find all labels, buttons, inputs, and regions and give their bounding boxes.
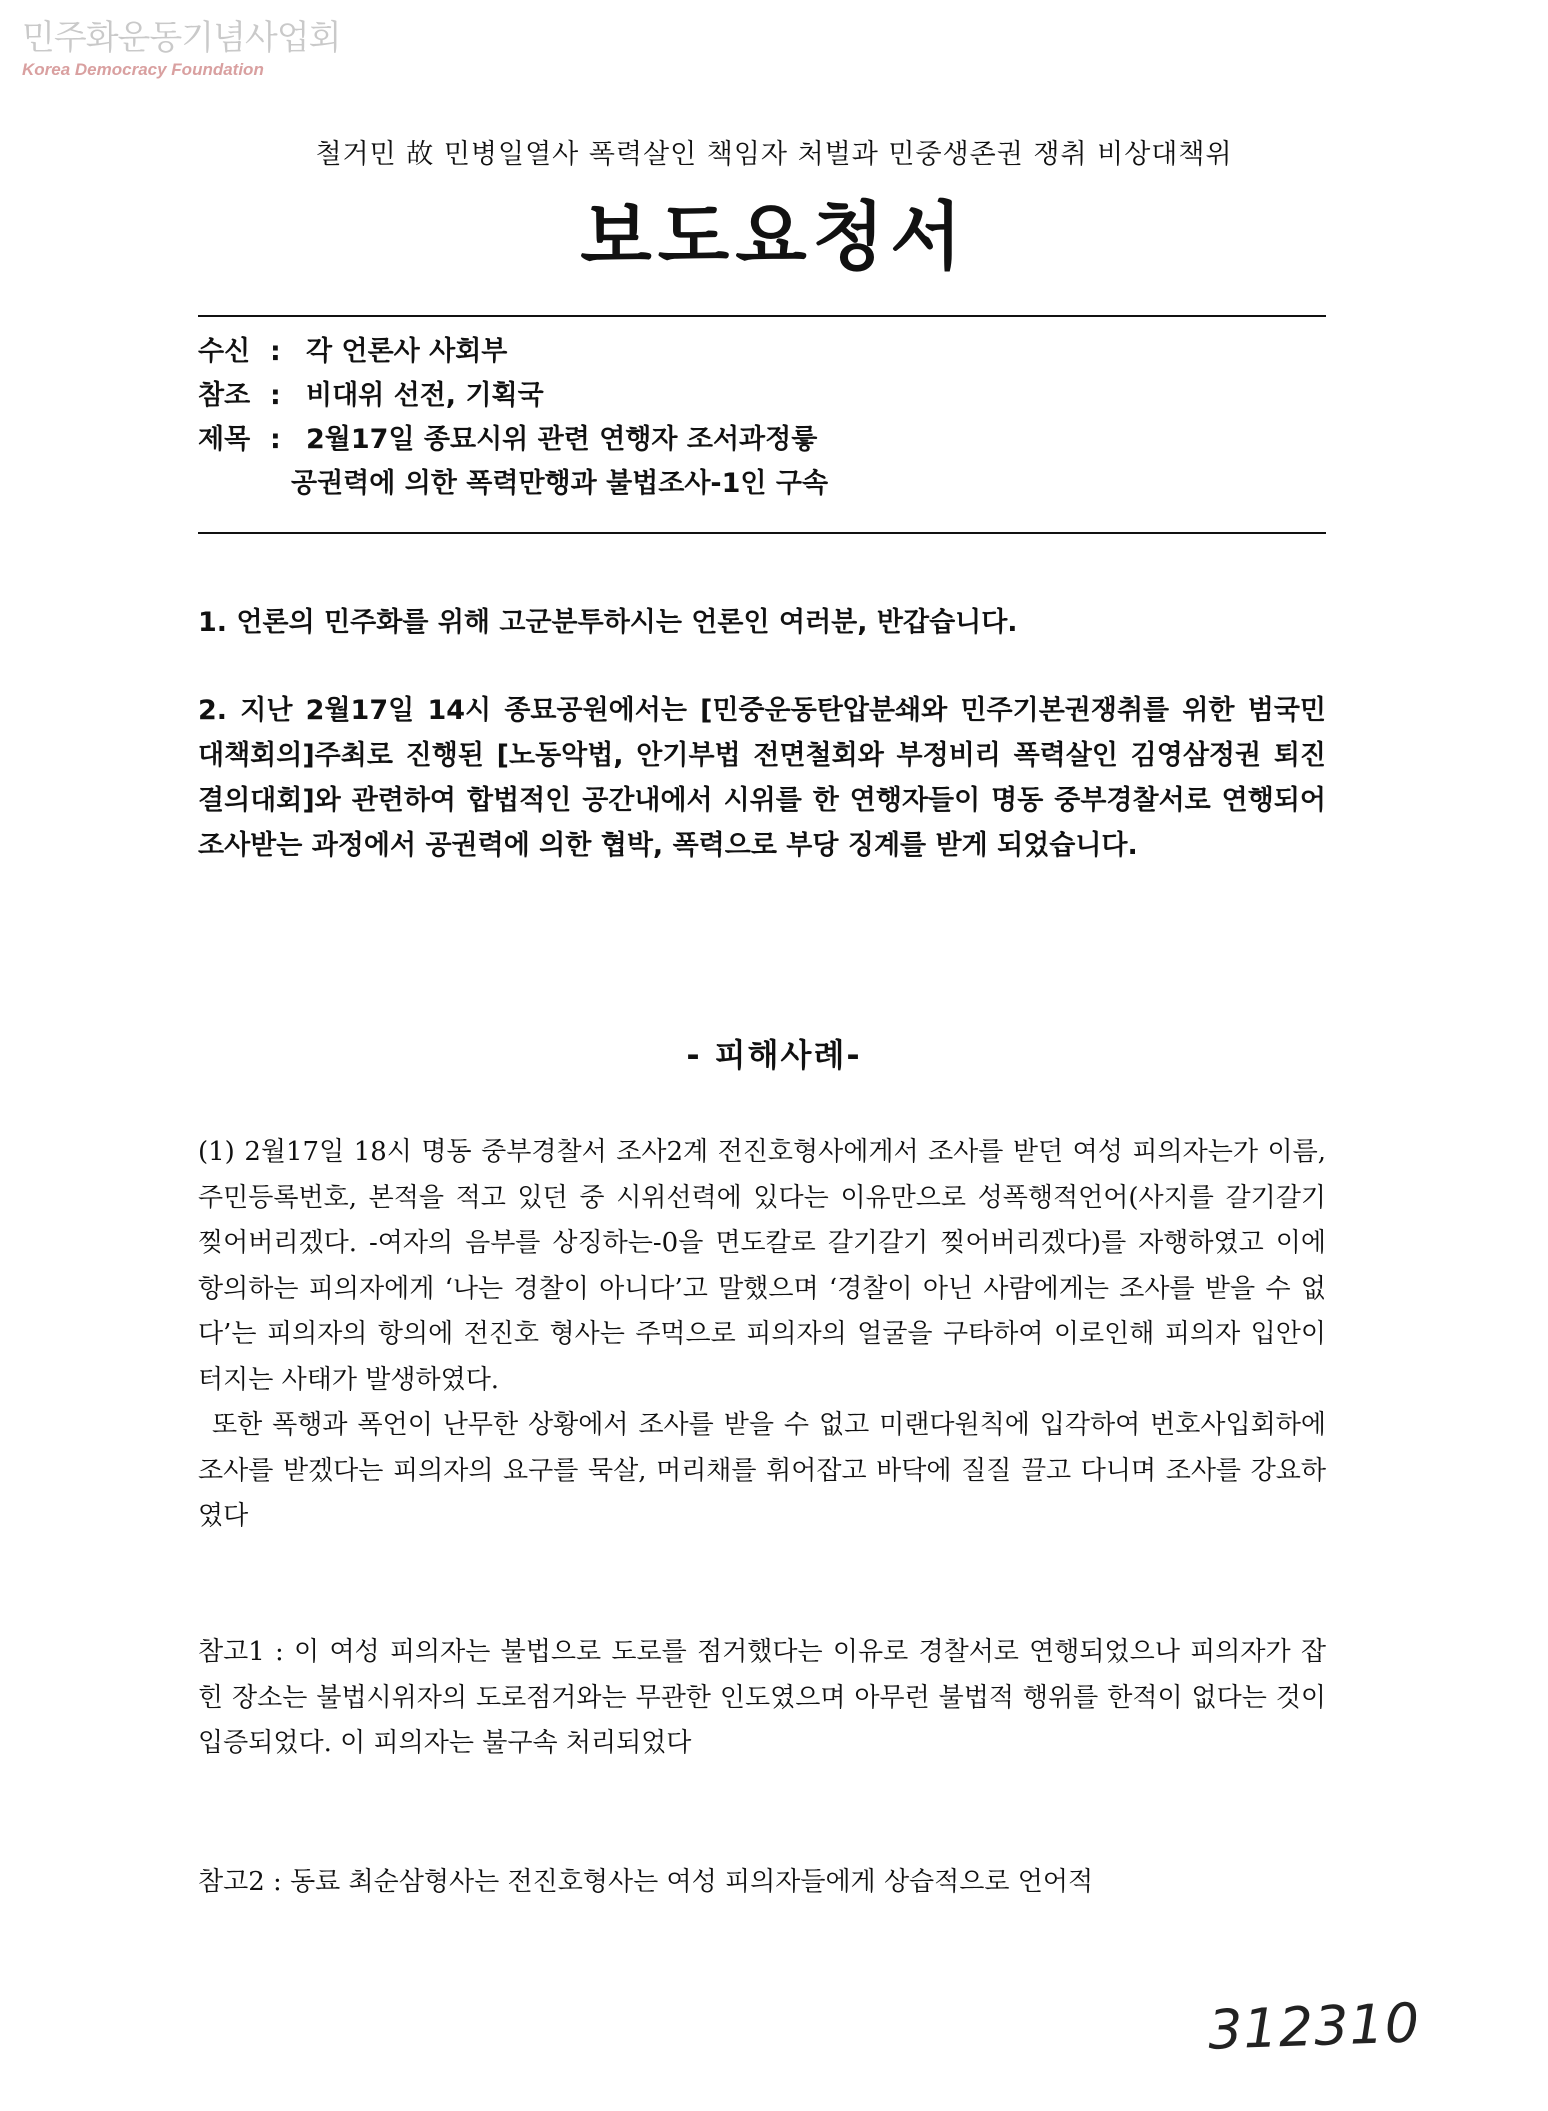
recipient-row: [198, 330, 1326, 374]
colon: :: [270, 424, 281, 455]
case-1-paragraph-1: (1) 2월17일 18시 명동 중부경찰서 조사2계 전진호형사에게서 조사를 받던 여성 피의자는가 이름, 주민등록번호, 본적을 적고 있던 중 시위선력에 있다는 이유만으로 성폭행적언어(사지를 갈기갈기 찢어버리겠다. -여자의 음부를 상징하는-0을 면도칼로 갈기갈기 찢어버리겠다)를 자행하였고 이에 항의하는 피의자에게 ‘나는 경찰이 아니다’고 말했으며 ‘경찰이 아닌 사람에게는 조사를 받을 수 없다’는 피의자의 항의에 전진호 형사는 주먹으로 피의자의 얼굴을 구타하여 이로인해 피의자 입안이 터지는 사태가 발생하였다.: [198, 1137, 1326, 1395]
paragraph-2: 2. 지난 2월17일 14시 종묘공원에서는 [민중운동탄압분쇄와 민주기본권쟁취를 위한 범국민 대책회의]주최로 진행된 [노동악법, 안기부법 전면철회와 부정비리 폭력살인 김영삼정권 퇴진 결의대회]와 관련하여 합법적인 공간내에서 시위를 한 연행자들이 명동 중부경찰서로 연행되어 조사받는 과정에서 공권력에 의한 협박, 폭력으로 부당 징계를 받게 되었습니다.: [198, 695, 1326, 861]
reference-note-1: 참고1 : 이 여성 피의자는 불법으로 도로를 점거했다는 이유로 경찰서로 연행되었으나 피의자가 잡힌 장소는 불법시위자의 도로점거와는 무관한 인도였으며 아무런 불법적 행위를 한적이 없다는 것이 입증되었다. 이 피의자는 불구속 처리되었다: [198, 1637, 1326, 1758]
reference-row: [198, 374, 1326, 418]
recipient-key: 수신: [198, 336, 251, 367]
colon: :: [270, 336, 281, 367]
watermark-english: Korea Democracy Foundation: [22, 60, 264, 79]
subject-key: 제목: [198, 424, 251, 455]
header-divider-top: [198, 315, 1326, 317]
reference-key: 참조: [198, 380, 251, 411]
section-title: - 피해사례-: [686, 1036, 862, 1074]
reference-note-2: 참고2 : 동료 최순삼형사는 전진호형사는 여성 피의자들에게 상습적으로 언어적: [198, 1867, 1094, 1897]
handwritten-number: 312310: [1206, 1991, 1422, 2062]
paragraph-1: 1. 언론의 민주화를 위해 고군분투하시는 언론인 여러분, 반갑습니다.: [198, 607, 1018, 638]
subject-row: [198, 418, 1326, 462]
colon: :: [270, 380, 281, 411]
document-title: 보도요청서: [580, 194, 968, 280]
subject-line-2: 공권력에 의한 폭력만행과 불법조사-1인 구속: [291, 468, 829, 499]
header-divider-bottom: [198, 532, 1326, 534]
case-1: [198, 1130, 1326, 1540]
organization-name: 철거민 故 민병일열사 폭력살인 책임자 처벌과 민중생존권 쟁취 비상대책위: [315, 139, 1233, 170]
recipient-value: 각 언론사 사회부: [306, 336, 508, 367]
foundation-watermark: [22, 18, 340, 80]
subject-line-1: 2월17일 종묘시위 관련 연행자 조서과정릏: [306, 424, 818, 455]
memo-header: [198, 330, 1326, 506]
case-1-paragraph-2: 또한 폭행과 폭언이 난무한 상황에서 조사를 받을 수 없고 미랜다원칙에 입각하여 번호사입회하에 조사를 받겠다는 피의자의 요구를 묵살, 머리채를 휘어잡고 바닥에 질질 끌고 다니며 조사를 강요하였다: [198, 1410, 1326, 1531]
reference-value: 비대위 선전, 기획국: [306, 380, 544, 411]
watermark-korean: 민주화운동기념사업회: [22, 18, 341, 58]
